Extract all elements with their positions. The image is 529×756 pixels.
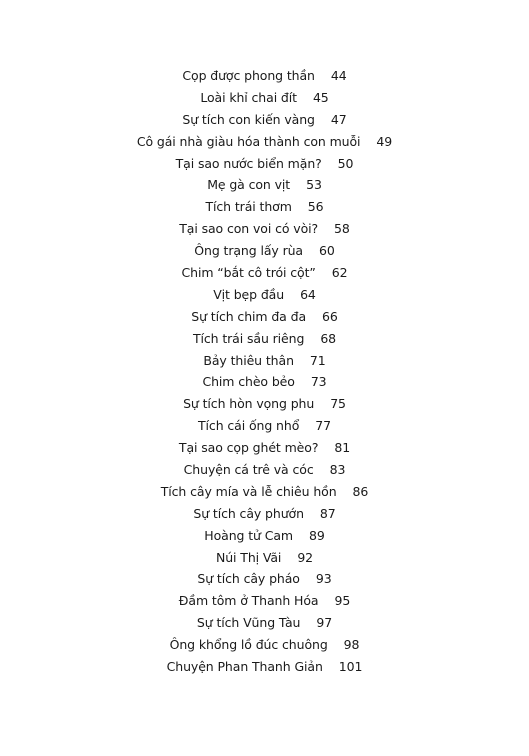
toc-entry-page: 101 <box>338 659 363 675</box>
toc-entry <box>0 328 529 350</box>
toc-entry-page: 98 <box>343 637 360 653</box>
toc-entry-title: Ông khổng lồ đúc chuông <box>169 637 328 653</box>
toc-entry-title: Tại sao cọp ghét mèo? <box>178 440 319 456</box>
toc-entry-page: 77 <box>315 418 331 434</box>
toc-entry-title: Hoàng tử Cam <box>204 527 293 543</box>
toc-entry-title: Tại sao con voi có vòi? <box>179 221 319 237</box>
toc-entry-page: 45 <box>312 89 329 105</box>
toc-entry <box>0 350 529 372</box>
toc-entry-title: Chim chèo bẻo <box>202 374 295 390</box>
toc-entry <box>0 284 529 306</box>
toc-entry-page: 81 <box>334 440 351 456</box>
toc-entry-title: Sự tích con kiến vàng <box>182 111 315 127</box>
toc-entry-page: 75 <box>330 396 346 412</box>
toc-entry-title: Sự tích Vũng Tàu <box>196 615 301 631</box>
toc-entry-page: 92 <box>297 549 314 565</box>
toc-entry-page: 89 <box>308 527 325 543</box>
toc-entry-title: Sự tích cây phướn <box>193 505 304 521</box>
toc-entry <box>0 525 529 547</box>
toc-entry <box>0 131 529 153</box>
toc-entry <box>0 481 529 503</box>
toc-entry-page: 44 <box>330 68 347 83</box>
toc-entry <box>0 109 529 131</box>
toc-entry <box>0 65 529 87</box>
toc-entry-title: Tích cái ống nhổ <box>198 418 300 434</box>
toc-entry <box>0 547 529 569</box>
toc-entry-title: Ông trạng lấy rùa <box>194 243 303 259</box>
toc-entry <box>0 634 529 656</box>
toc-entry <box>0 415 529 437</box>
toc-entry <box>0 218 529 240</box>
toc-entry-title: Tích trái thơm <box>205 199 292 215</box>
toc-entry <box>0 503 529 525</box>
table-of-contents <box>0 65 529 678</box>
toc-entry-title: Chuyện Phan Thanh Giản <box>166 659 323 675</box>
toc-entry <box>0 306 529 328</box>
toc-entry-title: Núi Thị Vãi <box>215 549 282 565</box>
toc-entry-page: 47 <box>330 111 347 127</box>
toc-entry-page: 66 <box>322 308 338 324</box>
toc-entry-title: Cô gái nhà giàu hóa thành con muỗi <box>136 133 361 149</box>
toc-entry <box>0 393 529 415</box>
toc-entry <box>0 262 529 284</box>
toc-entry-title: Sự tích chim đa đa <box>191 308 307 324</box>
toc-entry-page: 50 <box>337 155 354 171</box>
toc-entry-title: Bảy thiêu thân <box>203 352 294 368</box>
toc-entry-title: Đầm tôm ở Thanh Hóa <box>178 593 319 609</box>
toc-entry-title: Tại sao nước biển mặn? <box>175 155 322 171</box>
toc-entry-page: 60 <box>319 243 335 259</box>
toc-entry-title: Tích cây mía và lễ chiêu hồn <box>160 483 337 499</box>
toc-entry-page: 56 <box>307 199 324 215</box>
toc-entry-page: 71 <box>309 352 326 368</box>
toc-entry-title: Tích trái sầu riêng <box>192 330 305 346</box>
toc-entry-page: 49 <box>376 133 393 149</box>
toc-entry <box>0 656 529 678</box>
toc-entry-page: 95 <box>334 593 351 609</box>
toc-entry-page: 68 <box>320 330 337 346</box>
toc-entry-page: 62 <box>331 265 348 281</box>
toc-entry-page: 64 <box>300 286 316 302</box>
toc-entry <box>0 459 529 481</box>
toc-entry <box>0 196 529 218</box>
toc-entry <box>0 612 529 634</box>
toc-entry <box>0 371 529 393</box>
toc-entry <box>0 568 529 590</box>
toc-entry-page: 58 <box>334 221 350 237</box>
toc-entry-title: Vịt bẹp đầu <box>213 286 285 302</box>
toc-entry <box>0 240 529 262</box>
toc-entry <box>0 174 529 196</box>
toc-entry-title: Sự tích cây pháo <box>197 571 300 587</box>
toc-entry-page: 93 <box>315 571 332 587</box>
toc-entry-page: 97 <box>316 615 333 631</box>
toc-entry-title: Sự tích hòn vọng phu <box>183 396 315 412</box>
toc-entry <box>0 153 529 175</box>
toc-entry-title: Cọp được phong thần <box>182 68 315 83</box>
toc-entry <box>0 590 529 612</box>
toc-entry-page: 73 <box>310 374 327 390</box>
toc-entry-page: 83 <box>329 462 346 478</box>
toc-entry-page: 86 <box>352 483 369 499</box>
toc-entry-title: Chim “bắt cô trói cột” <box>181 265 316 281</box>
toc-entry-page: 87 <box>319 505 336 521</box>
toc-entry-title: Chuyện cá trê và cóc <box>183 462 314 478</box>
toc-entry-title: Mẹ gà con vịt <box>207 177 291 193</box>
toc-entry-title: Loài khỉ chai đít <box>200 89 297 105</box>
toc-entry <box>0 437 529 459</box>
toc-entry-page: 53 <box>306 177 322 193</box>
toc-entry <box>0 87 529 109</box>
